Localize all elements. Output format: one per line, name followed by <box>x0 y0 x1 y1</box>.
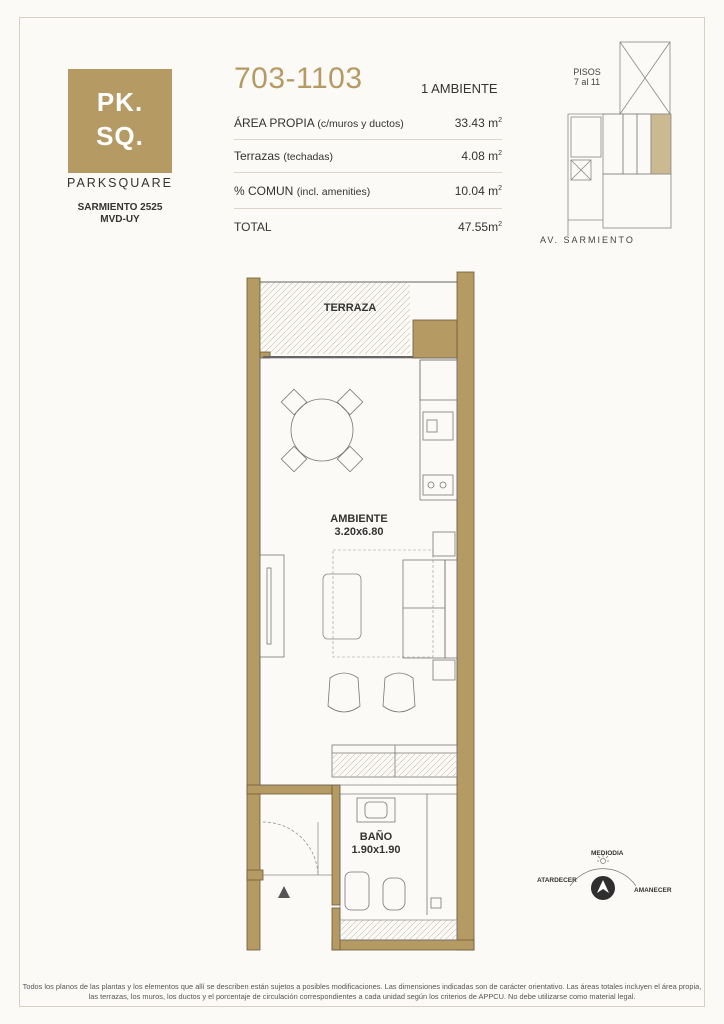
area-row-own <box>234 110 502 136</box>
area-value: 10.04 $m^2$ <box>454 184 502 198</box>
area-row-terraces <box>234 143 502 169</box>
area-value: 33.43 $m^2$ <box>454 116 502 130</box>
brand-name: PARKSQUARE <box>67 176 173 190</box>
sofa <box>403 532 457 680</box>
compass-north-label: MEDIODIA <box>591 850 624 857</box>
area-label: TOTAL <box>234 220 272 234</box>
divider <box>234 172 502 173</box>
wall-bath-top <box>247 785 332 794</box>
logo-line-1: PK. <box>96 87 144 117</box>
entry-arrow-icon <box>278 886 290 898</box>
area-label: Terrazas (techadas) <box>234 149 333 163</box>
wall-left <box>247 278 260 950</box>
area-row-common <box>234 178 502 204</box>
logo-line-2: SQ. <box>96 121 144 151</box>
room-label-bath: BAÑO 1.90x1.90 <box>351 831 401 856</box>
room-label-living: AMBIENTE 3.20x6.80 <box>330 513 388 538</box>
bathroom-outline <box>340 794 457 940</box>
dining-table <box>281 389 362 471</box>
rug <box>333 550 433 657</box>
unit-number: 703-1103 <box>234 62 363 95</box>
area-label: % COMUN (incl. amenities) <box>234 184 371 198</box>
wall-bath-left-low <box>332 908 340 950</box>
terrace-floor <box>260 282 410 354</box>
compass-west-label: ATARDECER <box>537 877 577 884</box>
wardrobe <box>260 555 284 657</box>
unit-type: 1 AMBIENTE <box>421 81 498 96</box>
entry-door <box>263 822 332 875</box>
address-line-2: MVD-UY <box>100 214 140 225</box>
wall-right <box>457 272 474 950</box>
area-row-total <box>234 214 502 240</box>
divider <box>234 139 502 140</box>
brand-address <box>60 202 180 226</box>
area-label: ÁREA PROPIA (c/muros y ductos) <box>234 116 404 130</box>
wall-door-jamb <box>247 870 263 880</box>
kitchen <box>420 360 457 500</box>
divider <box>234 208 502 209</box>
address-line-1: SARMIENTO 2525 <box>77 202 163 213</box>
area-value: 4.08 $m^2$ <box>461 149 502 163</box>
area-value: $47.55m^2$ <box>458 220 502 234</box>
armchairs <box>328 673 415 712</box>
key-plan-street: AV. SARMIENTO <box>540 235 635 245</box>
wall-bottom <box>332 940 474 950</box>
compass-east-label: AMANECER <box>634 887 672 894</box>
legal-disclaimer: Todos los planos de las plantas y los elementos que allí se describen están sujetos a posibles modificaciones. Las dimensiones indicadas son de carácter orientativo. Las áreas totales incluyen el área propia, las terrazas, los muros, los ductos y el porcentaje de circulación correspondientes a cada unidad según los criterios de APPCU. No debe utilizarse como material legal. <box>22 982 702 1001</box>
wall-terrace-right <box>413 320 457 358</box>
coffee-table <box>323 574 361 639</box>
key-plan-floors: PISOS 7 al 11 <box>573 67 601 87</box>
room-label-terrace: TERRAZA <box>323 302 377 314</box>
brand-logo <box>68 69 172 173</box>
